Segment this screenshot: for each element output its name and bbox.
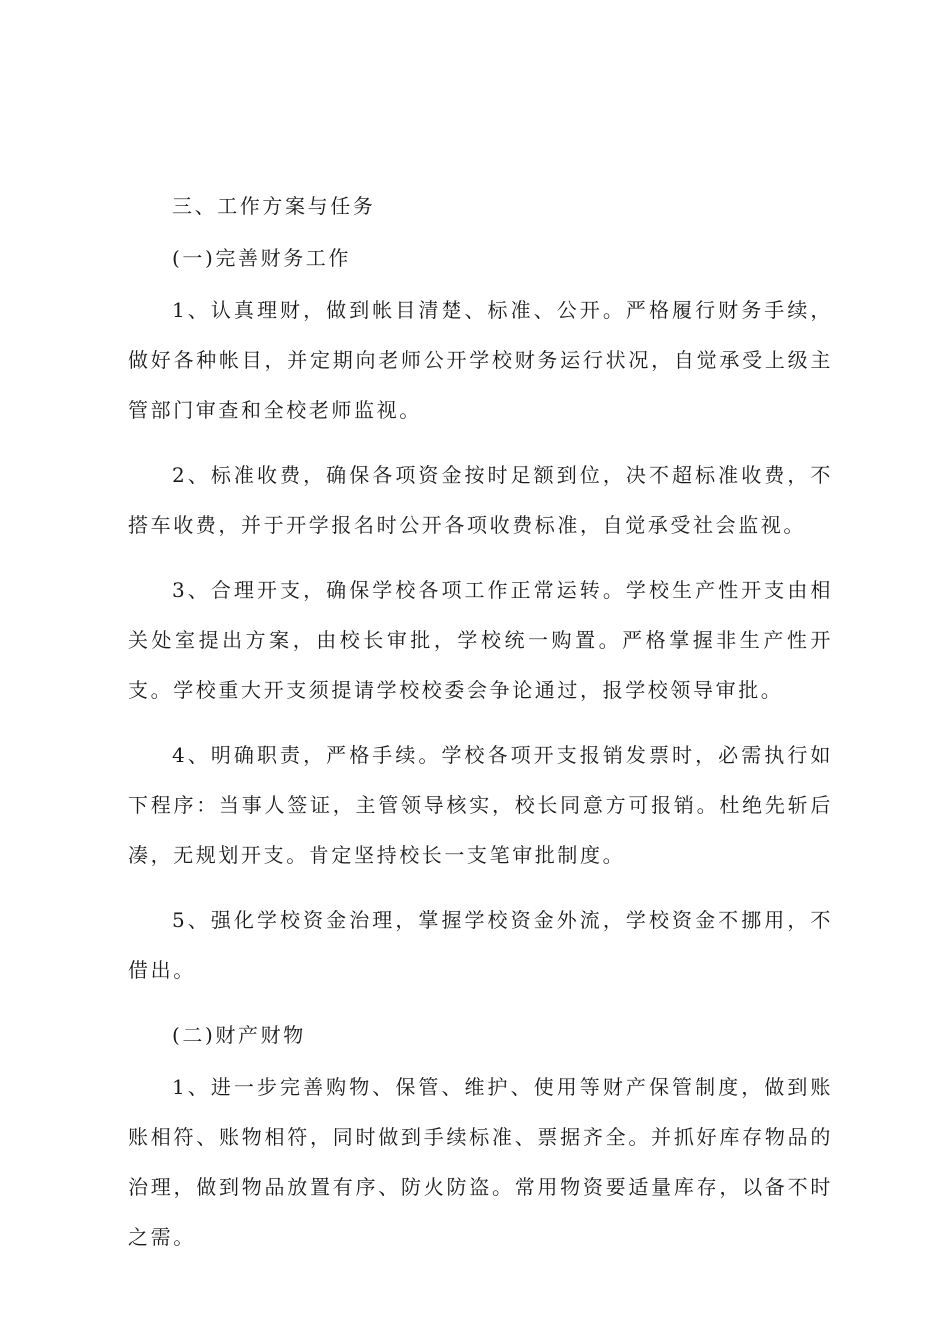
finance-item-5: 5、强化学校资金治理，掌握学校资金外流，学校资金不挪用，不借出。: [128, 908, 833, 982]
finance-item-3: 3、合理开支，确保学校各项工作正常运转。学校生产性开支由相关处室提出方案，由校长审批，学校统一购置。严格掌握非生产性开支。学校重大开支须提请学校校委会争论通过，报学校领导审批。: [128, 578, 833, 702]
property-item-1: 1、进一步完善购物、保管、维护、使用等财产保管制度，做到账账相符、账物相符，同时做到手续标准、票据齐全。并抓好库存物品的治理，做到物品放置有序、防火防盗。常用物资要适量库存，以备不时之需。: [128, 1075, 833, 1249]
section-heading: 三、工作方案与任务: [172, 194, 376, 218]
finance-item-2: 2、标准收费，确保各项资金按时足额到位，决不超标准收费，不搭车收费，并于开学报名时公开各项收费标准，自觉承受社会监视。: [128, 463, 833, 537]
finance-item-1: 1、认真理财，做到帐目清楚、标准、公开。严格履行财务手续，做好各种帐目，并定期向老师公开学校财务运行状况，自觉承受上级主管部门审查和全校老师监视。: [128, 298, 833, 422]
property-heading: (二)财产财物: [172, 1023, 306, 1047]
finance-heading: (一)完善财务工作: [172, 246, 352, 270]
document-body: [128, 181, 833, 1277]
finance-item-4: 4、明确职责，严格手续。学校各项开支报销发票时，必需执行如下程序：当事人签证，主管领导核实，校长同意方可报销。杜绝先斩后凑，无规划开支。肯定坚持校长一支笔审批制度。: [128, 743, 833, 867]
